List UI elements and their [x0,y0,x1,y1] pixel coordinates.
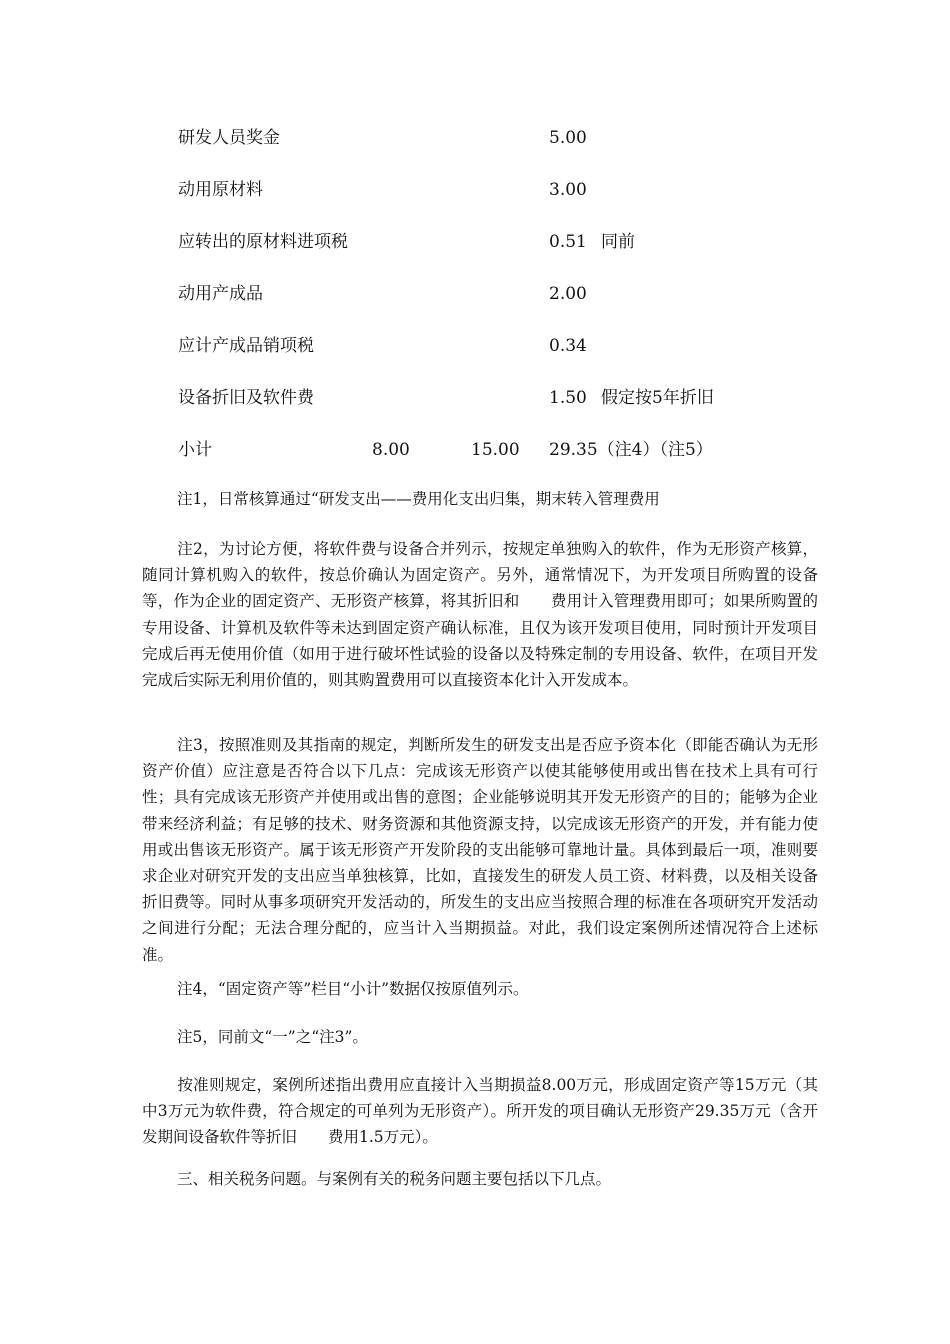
note-3: 注3，按照准则及其指南的规定，判断所发生的研发支出是否应予资本化（即能否确认为无形资产价值）应注意是否符合以下几点：完成该无形资产以使其能够使用或出售在技术上具有可行性；具有完成该无形资产并使用或出售的意图；企业能够说明其开发无形资产的目的；能够为企业带来经济利益；有足够的技术、财务资源和其他资源支持，以完成该无形资产的开发，并有能力使用或出售该无形资产。属于该无形资产开发阶段的支出能够可靠地计量。具体到最后一项，准则要求企业对研究开发的支出应当单独核算，比如，直接发生的研发人员工资、材料费，以及相关设备折旧费等。同时从事多项研究开发活动的，所发生的支出应当按照合理的标准在各项研究开发活动之间进行分配；无法合理分配的，应当计入当期损益。对此，我们设定案例所述情况符合上述标准。 [142,736,818,964]
row-col-c: 3.00 [549,180,587,200]
table-row [0,280,950,308]
table-row [0,228,950,256]
row-col-c: 5.00 [549,128,587,148]
row-col-c: 2.00 [549,284,587,304]
row-col-c: 0.34 [549,336,587,356]
table-row [0,332,950,360]
section-heading-paragraph: 三、相关税务问题。与案例有关的税务问题主要包括以下几点。 [177,1170,612,1188]
row-col-c: 0.51 [549,232,587,252]
row-note: 假定按5年折旧 [601,388,714,408]
row-label: 应计产成品销项税 [178,336,314,356]
row-label: 小计 [178,440,212,460]
row-col-c: 1.50 [549,388,587,408]
row-col-b: 15.00 [471,440,520,460]
table-row [0,384,950,412]
row-label: 设备折旧及软件费 [178,388,314,408]
table-row [0,176,950,204]
row-col-a: 8.00 [372,440,410,460]
note-1: 注1，日常核算通过“研发支出——费用化支出归集，期末转入管理费用 [177,490,660,508]
row-label: 动用原材料 [178,180,263,200]
row-label: 研发人员奖金 [178,128,280,148]
note-4: 注4，“固定资产等”栏目“小计”数据仅按原值列示。 [177,980,529,998]
table-row-subtotal [0,436,950,464]
table-row [0,124,950,152]
body-paragraph: 按准则规定，案例所述指出费用应直接计入当期损益8.00万元，形成固定资产等15万元（其中3万元为软件费，符合规定的可单列为无形资产）。所开发的项目确认无形资产29.35万元（含开发期间设备软件等折旧 费用1.5万元）。 [142,1076,818,1147]
row-label: 应转出的原材料进项税 [178,232,348,252]
row-label: 动用产成品 [178,284,263,304]
note-5: 注5，同前文“一”之“注3”。 [177,1028,368,1046]
note-2: 注2，为讨论方便，将软件费与设备合并列示，按规定单独购入的软件，作为无形资产核算，随同计算机购入的软件，按总价确认为固定资产。另外，通常情况下，为开发项目所购置的设备等，作为企业的固定资产、无形资产核算，将其折旧和 费用计入管理费用即可；如果所购置的专用设备、计算机及软件等未达到固定资产确认标准，且仅为该开发项目使用，同时预计开发项目完成后再无使用价值（如用于进行破坏性试验的设备以及特殊定制的专用设备、软件，在项目开发完成后实际无利用价值的，则其购置费用可以直接资本化计入开发成本。 [142,540,818,690]
row-note: 同前 [601,232,635,252]
row-col-c: 29.35（注4）（注5） [549,440,713,460]
